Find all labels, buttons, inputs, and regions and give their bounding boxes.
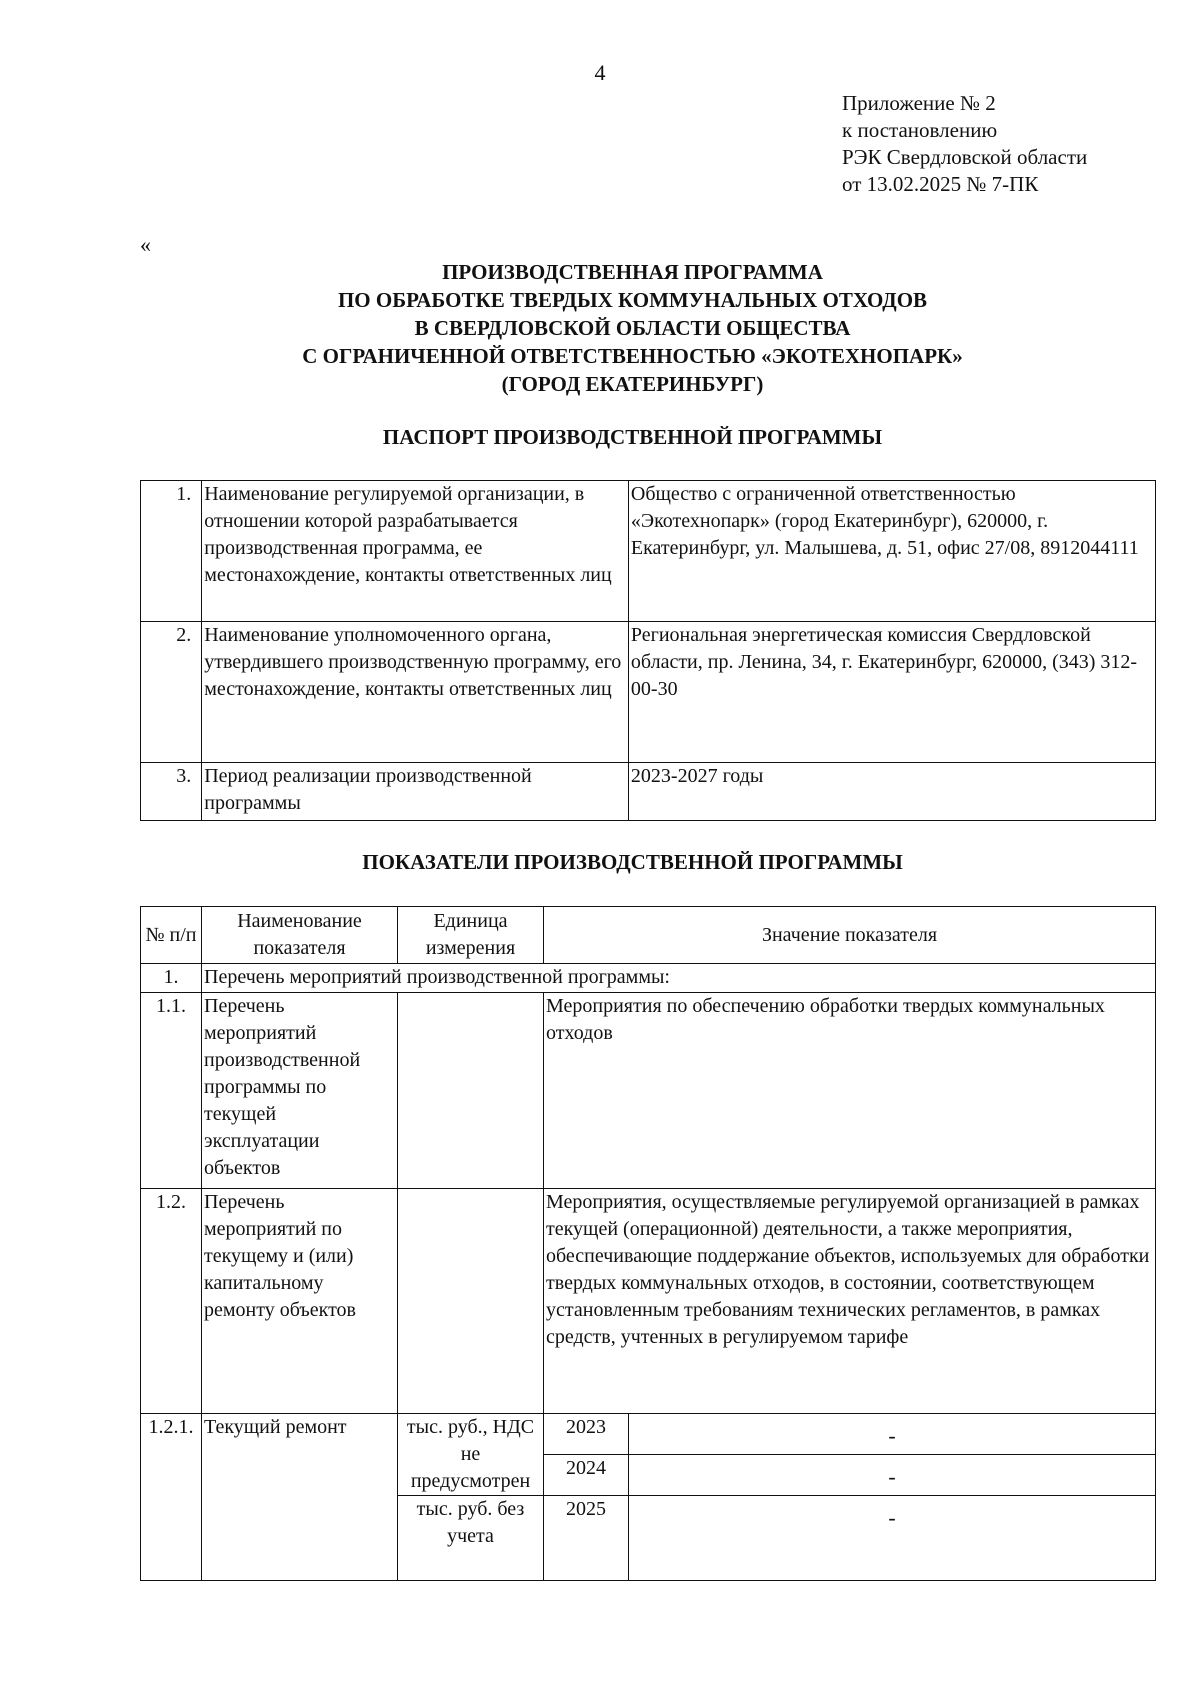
row-number: 1.: [141, 481, 202, 622]
table-row: [141, 1414, 1156, 1455]
header-value: Значение показателя: [544, 907, 1156, 964]
title-line-3: В СВЕРДЛОВСКОЙ ОБЛАСТИ ОБЩЕСТВА: [414, 316, 851, 340]
table-row: [141, 964, 1156, 993]
row-number: 2.: [141, 622, 202, 763]
annex-line-2: к постановлению: [842, 118, 998, 142]
row-unit: тыс. руб. без учета: [398, 1496, 544, 1581]
row-number: 3.: [141, 763, 202, 821]
year-cell: 2024: [544, 1455, 629, 1496]
year-value: -: [888, 1464, 896, 1489]
annex-block: [842, 90, 1087, 198]
row-value: Общество с ограниченной ответственностью «Экотехнопарк» (город Екатеринбург), 620000, г. Екатеринбург, ул. Малышева, д. 51, офис 27/08, 8912044111: [628, 481, 1155, 622]
row-name: Период реализации производственной программы: [202, 763, 629, 821]
title-line-4: С ОГРАНИЧЕННОЙ ОТВЕТСТВЕННОСТЬЮ «ЭКОТЕХНОПАРК»: [302, 344, 963, 368]
row-number: 1.: [141, 964, 202, 993]
document-title: [0, 258, 1200, 398]
table-row: [141, 622, 1156, 763]
row-name: Перечень мероприятий производственной программы по текущей эксплуатации объектов: [202, 993, 398, 1189]
annex-line-3: РЭК Свердловской области: [842, 145, 1088, 169]
title-line-1: ПРОИЗВОДСТВЕННАЯ ПРОГРАММА: [442, 260, 823, 284]
opening-quote-mark: «: [140, 232, 151, 257]
row-name: Наименование регулируемой организации, в отношении которой разрабатывается производственная программа, ее местонахождение, контакты ответственных лиц: [202, 481, 629, 622]
year-value: -: [888, 1423, 896, 1448]
row-value: Мероприятия, осуществляемые регулируемой организацией в рамках текущей (операционной) деятельности, а также мероприятия, обеспечивающие поддержание объектов, используемых для обработки твердых коммунальных отходов, в состоянии, соответствующем установленным требованиям технических регламентов, в рамках средств, учтенных в регулируемом тарифе: [544, 1189, 1156, 1414]
indicators-table: [140, 906, 1156, 1581]
row-number: 1.1.: [141, 993, 202, 1189]
row-value: Мероприятия по обеспечению обработки твердых коммунальных отходов: [544, 993, 1156, 1189]
table-row: [141, 481, 1156, 622]
year-value-cell: [629, 1455, 1156, 1496]
year-value: -: [888, 1505, 896, 1530]
table-row: [141, 1189, 1156, 1414]
row-number: 1.2.: [141, 1189, 202, 1414]
table-row: [141, 993, 1156, 1189]
title-line-5: (ГОРОД ЕКАТЕРИНБУРГ): [501, 372, 764, 396]
passport-heading: ПАСПОРТ ПРОИЗВОДСТВЕННОЙ ПРОГРАММЫ: [382, 425, 883, 449]
table-header-row: [141, 907, 1156, 964]
annex-line-1: Приложение № 2: [842, 91, 996, 115]
year-cell: 2023: [544, 1414, 629, 1455]
header-num: № п/п: [141, 907, 202, 964]
row-name: Перечень мероприятий по текущему и (или) капитальному ремонту объектов: [202, 1189, 398, 1414]
header-name: Наименование показателя: [202, 907, 398, 964]
row-text: Перечень мероприятий производственной программы:: [202, 964, 1156, 993]
header-unit: Единица измерения: [398, 907, 544, 964]
year-cell: 2025: [544, 1496, 629, 1581]
title-line-2: ПО ОБРАБОТКЕ ТВЕРДЫХ КОММУНАЛЬНЫХ ОТХОДОВ: [337, 288, 928, 312]
table-row: [141, 763, 1156, 821]
year-value-cell: [629, 1496, 1156, 1581]
row-name: Текущий ремонт: [202, 1414, 398, 1581]
row-number: 1.2.1.: [141, 1414, 202, 1581]
row-unit: [398, 1189, 544, 1414]
passport-table: [140, 480, 1156, 821]
row-unit: [398, 993, 544, 1189]
row-name: Наименование уполномоченного органа, утвердившего производственную программу, его местонахождение, контакты ответственных лиц: [202, 622, 629, 763]
page-number: 4: [594, 60, 606, 85]
annex-line-4: от 13.02.2025 № 7-ПК: [842, 172, 1039, 196]
row-unit: тыс. руб., НДС не предусмотрен: [398, 1414, 544, 1496]
row-value: 2023-2027 годы: [628, 763, 1155, 821]
row-value: Региональная энергетическая комиссия Свердловской области, пр. Ленина, 34, г. Екатеринбург, 620000, (343) 312-00-30: [628, 622, 1155, 763]
indicators-heading: ПОКАЗАТЕЛИ ПРОИЗВОДСТВЕННОЙ ПРОГРАММЫ: [362, 850, 903, 874]
year-value-cell: [629, 1414, 1156, 1455]
